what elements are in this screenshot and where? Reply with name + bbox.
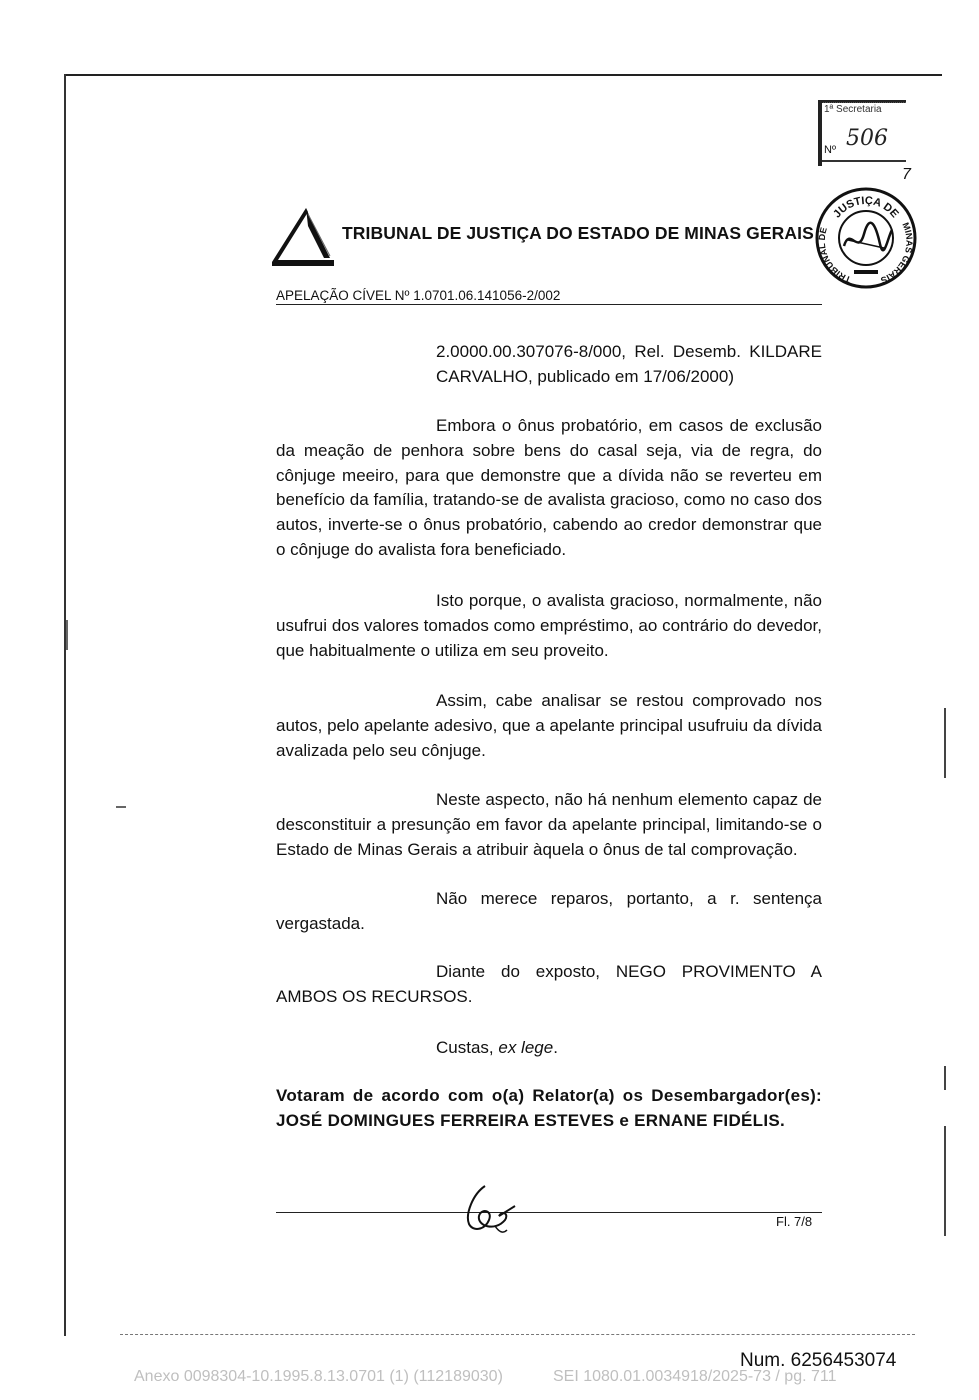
document-number: Num. 6256453074 bbox=[740, 1350, 897, 1371]
scan-speck bbox=[66, 620, 68, 650]
court-title: TRIBUNAL DE JUSTIÇA DO ESTADO DE MINAS GERAIS bbox=[342, 223, 814, 243]
stamp-mark: 7 bbox=[902, 166, 911, 183]
costs-text: Custas, bbox=[436, 1038, 499, 1057]
sei-reference: SEI 1080.01.0034918/2025-73 / pg. 711 bbox=[553, 1368, 837, 1385]
paragraph-burden-of-proof: Embora o ônus probatório, em casos de exclusão da meação de penhora sobre bens do casal seja, via de regra, do cônjuge meeiro, para que demonstre que a dívida não se reverteu em benefício da família, tratando-se de avalista gracioso, como no caso dos autos, inverte-se o ônus probatório, cabendo ao credor demonstrar que o cônjuge do avalista fora beneficiado. bbox=[276, 416, 822, 559]
votes-statement: Votaram de acordo com o(a) Relator(a) os Desembargador(es): JOSÉ DOMINGUES FERREIRA ESTEVES e ERNANE FIDÉLIS. bbox=[276, 1086, 822, 1130]
stamp-underline bbox=[822, 160, 906, 163]
scan-edge-mark bbox=[944, 1126, 946, 1236]
stamp-number: 506 bbox=[846, 126, 888, 151]
paragraph-analysis: Assim, cabe analisar se restou comprovado nos autos, pelo apelante adesivo, que a apelante principal usufruiu da dívida avalizada pelo seu cônjuge. bbox=[276, 691, 822, 760]
stamp-office: 1ª Secretaria bbox=[824, 104, 882, 115]
svg-text:JUSTIÇA DE: JUSTIÇA DE bbox=[831, 194, 901, 221]
annex-reference: Anexo 0098304-10.1995.8.13.0701 (1) (112189030) bbox=[134, 1368, 503, 1385]
folio-number: Fl. 7/8 bbox=[776, 1214, 813, 1229]
paragraph-guarantor: Isto porque, o avalista gracioso, normalmente, não usufrui dos valores tomados como empréstimo, ao contrário do devedor, que habitualmente o utiliza em seu proveito. bbox=[276, 591, 822, 660]
costs-ex-lege: ex lege bbox=[498, 1038, 554, 1057]
paragraph-decision: Diante do exposto, NEGO PROVIMENTO A AMBOS OS RECURSOS. bbox=[276, 962, 822, 1006]
svg-text:TRIBUNAL DE: TRIBUNAL DE bbox=[816, 226, 853, 285]
costs-period: . bbox=[553, 1038, 558, 1057]
paragraph-aspect: Neste aspecto, não há nenhum elemento capaz de desconstituir a presunção em favor da apelante principal, limitando-se o Estado de Minas Gerais a atribuir àquela o ônus de tal comprovação. bbox=[276, 790, 822, 859]
svg-text:MINAS GERAIS: MINAS GERAIS bbox=[879, 220, 915, 286]
stamp-top-line bbox=[818, 100, 906, 103]
court-logo-icon bbox=[268, 200, 338, 270]
scan-edge-mark bbox=[944, 1066, 946, 1090]
page-border-top bbox=[64, 74, 942, 76]
protocol-stamp bbox=[818, 100, 911, 183]
stamp-number-label: Nº bbox=[824, 144, 836, 156]
court-seal-icon bbox=[814, 186, 918, 290]
page-border-left bbox=[64, 74, 66, 1336]
signature-line bbox=[276, 1212, 822, 1213]
scan-edge-mark bbox=[944, 708, 946, 778]
page-border-bottom bbox=[120, 1334, 915, 1336]
signature-icon bbox=[455, 1180, 525, 1236]
scan-speck bbox=[116, 806, 126, 808]
paragraph-costs bbox=[276, 1036, 822, 1061]
stamp-left-bar bbox=[818, 100, 822, 166]
header-rule bbox=[276, 304, 822, 305]
citation-continuation: 2.0000.00.307076-8/000, Rel. Desemb. KILDARE CARVALHO, publicado em 17/06/2000) bbox=[436, 342, 822, 386]
paragraph-sentence: Não merece reparos, portanto, a r. sentença vergastada. bbox=[276, 889, 822, 933]
case-number: APELAÇÃO CÍVEL Nº 1.0701.06.141056-2/002 bbox=[276, 288, 561, 303]
